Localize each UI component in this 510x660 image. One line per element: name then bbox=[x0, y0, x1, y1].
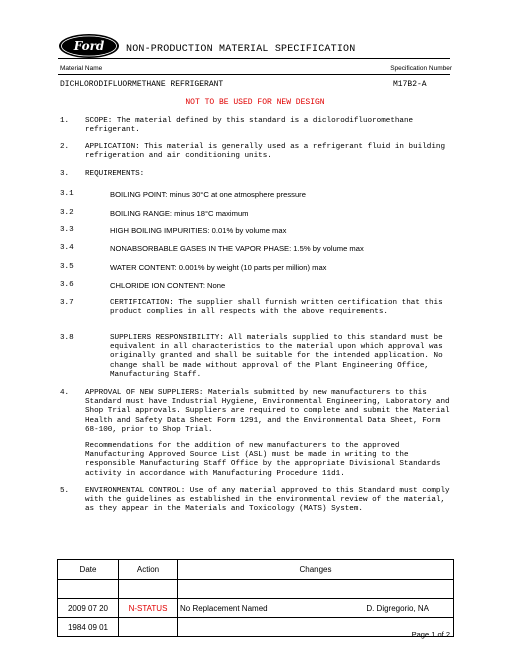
spec-number: M17B2-A bbox=[393, 80, 427, 89]
cell-action-status: N-STATUS bbox=[119, 599, 178, 618]
section-text: REQUIREMENTS: bbox=[85, 170, 145, 178]
section-number: 2. bbox=[60, 143, 70, 151]
table-row bbox=[58, 599, 454, 618]
section-text: SCOPE: The material defined by this standard is a diclorodifluoromethane refrigerant. bbox=[85, 117, 414, 135]
ford-logo bbox=[58, 33, 120, 59]
cell-action bbox=[119, 618, 178, 637]
column-header-date: Date bbox=[58, 560, 119, 580]
section-number: 3.3 bbox=[60, 226, 74, 234]
section-text: BOILING RANGE: minus 18°C maximum bbox=[110, 209, 249, 218]
cell-date: 1984 09 01 bbox=[58, 618, 119, 637]
label-rule bbox=[58, 74, 450, 75]
material-name-label: Material Name bbox=[60, 65, 103, 72]
section-text: APPROVAL OF NEW SUPPLIERS: Materials submitted by new manufacturers to this Standard must have Industrial Hygiene, Environmental Engineering, Laboratory and Shop Trial approvals. Suppliers are required to complete and submit the Material Health and Safety Data Sheet Form 1291, and the Environmental Data Sheet, Form 68-100, prior to Shop Trial. bbox=[85, 389, 450, 434]
section-text: NONABSORBABLE GASES IN THE VAPOR PHASE: 1.5% by volume max bbox=[110, 244, 364, 253]
cell-action bbox=[119, 580, 178, 599]
section-text: APPLICATION: This material is generally used as a refrigerant fluid in building refrigeration and air conditioning units. bbox=[85, 143, 446, 161]
section-number: 1. bbox=[60, 117, 70, 125]
cell-author: D. Digregorio, NA bbox=[318, 599, 454, 618]
section-text: HIGH BOILING IMPURITIES: 0.01% by volume max bbox=[110, 226, 287, 235]
section-text: WATER CONTENT: 0.001% by weight (10 parts per million) max bbox=[110, 263, 327, 272]
section-paragraph: Recommendations for the addition of new manufacturers to the approved Manufacturing Approved Source List (ASL) must be made in writing to the responsible Manufacturing Staff Office by the appropriate Divisional Standards activity in accordance with Manufacturing Procedure 11d1. bbox=[85, 442, 441, 478]
column-header-action: Action bbox=[119, 560, 178, 580]
table-row bbox=[58, 618, 454, 637]
column-header-changes: Changes bbox=[178, 560, 454, 580]
warning-banner: NOT TO BE USED FOR NEW DESIGN bbox=[185, 98, 325, 107]
section-number: 3.5 bbox=[60, 263, 74, 271]
spec-number-label: Specification Number bbox=[390, 65, 452, 72]
section-number: 3.8 bbox=[60, 334, 74, 342]
section-number: 3.7 bbox=[60, 299, 74, 307]
section-text: SUPPLIERS RESPONSIBILITY: All materials supplied to this standard must be equivalent in all characteristics to the material upon which approval was originally granted and shall be suitable for the intended application. No change shall be made without approval of the Plant Engineering Office, Manufacturing Staff. bbox=[110, 334, 443, 379]
section-number: 5. bbox=[60, 487, 70, 495]
table-row bbox=[58, 580, 454, 599]
cell-date bbox=[58, 580, 119, 599]
page-number: Page 1 of 2 bbox=[411, 630, 450, 639]
section-number: 3.2 bbox=[60, 209, 74, 217]
change-history-table bbox=[57, 559, 454, 637]
table-header-row bbox=[58, 560, 454, 580]
section-text: ENVIRONMENTAL CONTROL: Use of any material approved to this Standard must comply with the guidelines as established in the environmental review of the material, as they appear in the Materials and Toxicology (MATS) System. bbox=[85, 487, 450, 514]
section-number: 4. bbox=[60, 389, 70, 397]
material-name: DICHLORODIFLUORMETHANE REFRIGERANT bbox=[60, 80, 224, 89]
section-number: 3.1 bbox=[60, 190, 74, 198]
section-number: 3.6 bbox=[60, 281, 74, 289]
header-rule bbox=[58, 58, 450, 59]
cell-changes: No Replacement Named bbox=[178, 599, 318, 618]
logo-text: Ford bbox=[73, 39, 105, 53]
section-number: 3.4 bbox=[60, 244, 74, 252]
section-text: CERTIFICATION: The supplier shall furnish written certification that this product complies in all respects with the above requirements. bbox=[110, 299, 443, 317]
document-title: NON-PRODUCTION MATERIAL SPECIFICATION bbox=[126, 44, 356, 55]
section-text: BOILING POINT: minus 30°C at one atmosphere pressure bbox=[110, 190, 306, 199]
section-number: 3. bbox=[60, 170, 70, 178]
section-text: CHLORIDE ION CONTENT: None bbox=[110, 281, 226, 290]
cell-changes bbox=[178, 580, 454, 599]
cell-date: 2009 07 20 bbox=[58, 599, 119, 618]
